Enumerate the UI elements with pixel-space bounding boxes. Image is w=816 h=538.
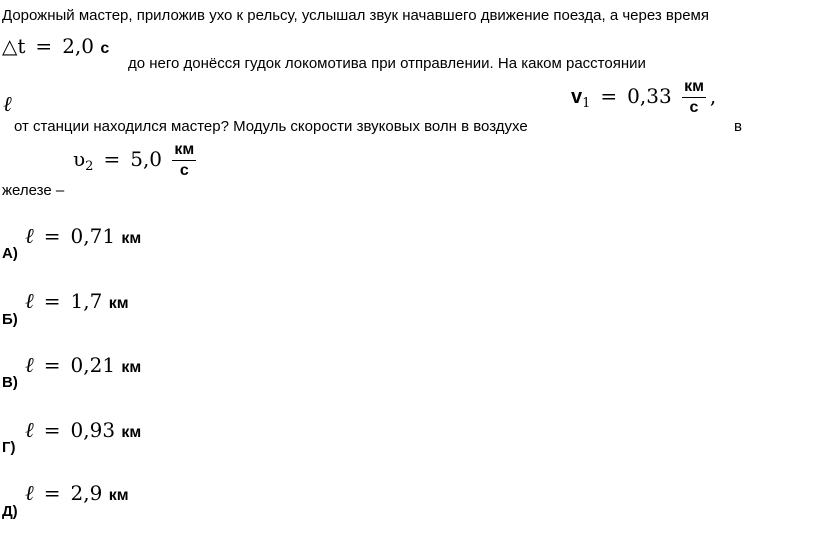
problem-word-v: в bbox=[734, 118, 742, 135]
answer-b-ell: ℓ bbox=[25, 289, 34, 313]
delta-t-eq: = bbox=[35, 34, 53, 58]
answer-c-ell: ℓ bbox=[25, 353, 34, 377]
v2-eq: = bbox=[103, 147, 121, 171]
problem-text-line-2: до него донёсся гудок локомотива при отправлении. На каком расстоянии bbox=[128, 55, 646, 72]
answer-d-label[interactable]: Г) bbox=[2, 439, 16, 456]
answer-e-unit: км bbox=[108, 487, 129, 504]
v2-index: 2 bbox=[85, 159, 94, 174]
problem-text-line-1: Дорожный мастер, приложив ухо к рельсу, услышал звук начавшего движение поезда, а через время bbox=[2, 7, 709, 24]
v1-eq: = bbox=[600, 84, 618, 108]
delta-t-formula bbox=[2, 34, 109, 61]
delta-t-symbol: △t bbox=[2, 34, 26, 58]
problem-text-line-3: от станции находился мастер? Модуль скорости звуковых волн в воздухе bbox=[14, 118, 528, 135]
v2-unit-fraction bbox=[172, 140, 196, 181]
answer-b-unit: км bbox=[108, 295, 129, 312]
answer-a-formula[interactable] bbox=[25, 224, 141, 251]
answer-e-value: 2,9 bbox=[70, 481, 103, 505]
v1-formula bbox=[571, 77, 716, 118]
answer-b-formula[interactable] bbox=[25, 289, 129, 316]
problem-text-line-4: железе – bbox=[2, 182, 65, 199]
v1-unit-numerator: км bbox=[682, 77, 706, 98]
answer-a-unit: км bbox=[121, 230, 142, 247]
answer-e-label[interactable]: Д) bbox=[2, 503, 18, 520]
answer-b-eq: = bbox=[43, 289, 61, 313]
v1-symbol: v bbox=[571, 86, 583, 108]
v1-tail: , bbox=[709, 84, 717, 108]
answer-e-ell: ℓ bbox=[25, 481, 34, 505]
delta-t-value: 2,0 bbox=[62, 34, 94, 58]
answer-d-eq: = bbox=[43, 418, 61, 442]
answer-d-unit: км bbox=[121, 424, 142, 441]
answer-a-value: 0,71 bbox=[70, 224, 116, 248]
answer-d-formula[interactable] bbox=[25, 418, 141, 445]
v2-unit-numerator: км bbox=[172, 140, 196, 161]
answer-b-value: 1,7 bbox=[70, 289, 103, 313]
answer-c-unit: км bbox=[121, 359, 142, 376]
answer-d-value: 0,93 bbox=[70, 418, 116, 442]
v1-unit-denominator: с bbox=[689, 99, 699, 116]
answer-a-ell: ℓ bbox=[25, 224, 34, 248]
v2-value: 5,0 bbox=[130, 147, 163, 171]
v1-value: 0,33 bbox=[627, 84, 672, 108]
v1-unit-fraction bbox=[682, 77, 706, 118]
answer-e-eq: = bbox=[43, 481, 61, 505]
answer-e-formula[interactable] bbox=[25, 481, 129, 508]
ell-symbol: ℓ bbox=[3, 92, 12, 116]
v2-formula bbox=[73, 140, 200, 181]
answer-a-label[interactable]: А) bbox=[2, 245, 18, 262]
answer-c-value: 0,21 bbox=[70, 353, 116, 377]
v2-unit-denominator: с bbox=[179, 162, 189, 179]
answer-c-label[interactable]: В) bbox=[2, 374, 18, 391]
answer-a-eq: = bbox=[43, 224, 61, 248]
v1-index: 1 bbox=[582, 96, 591, 111]
answer-b-label[interactable]: Б) bbox=[2, 311, 18, 328]
v2-symbol: υ bbox=[73, 147, 86, 171]
answer-c-eq: = bbox=[43, 353, 61, 377]
answer-d-ell: ℓ bbox=[25, 418, 34, 442]
answer-c-formula[interactable] bbox=[25, 353, 141, 380]
delta-t-unit: с bbox=[100, 40, 110, 57]
